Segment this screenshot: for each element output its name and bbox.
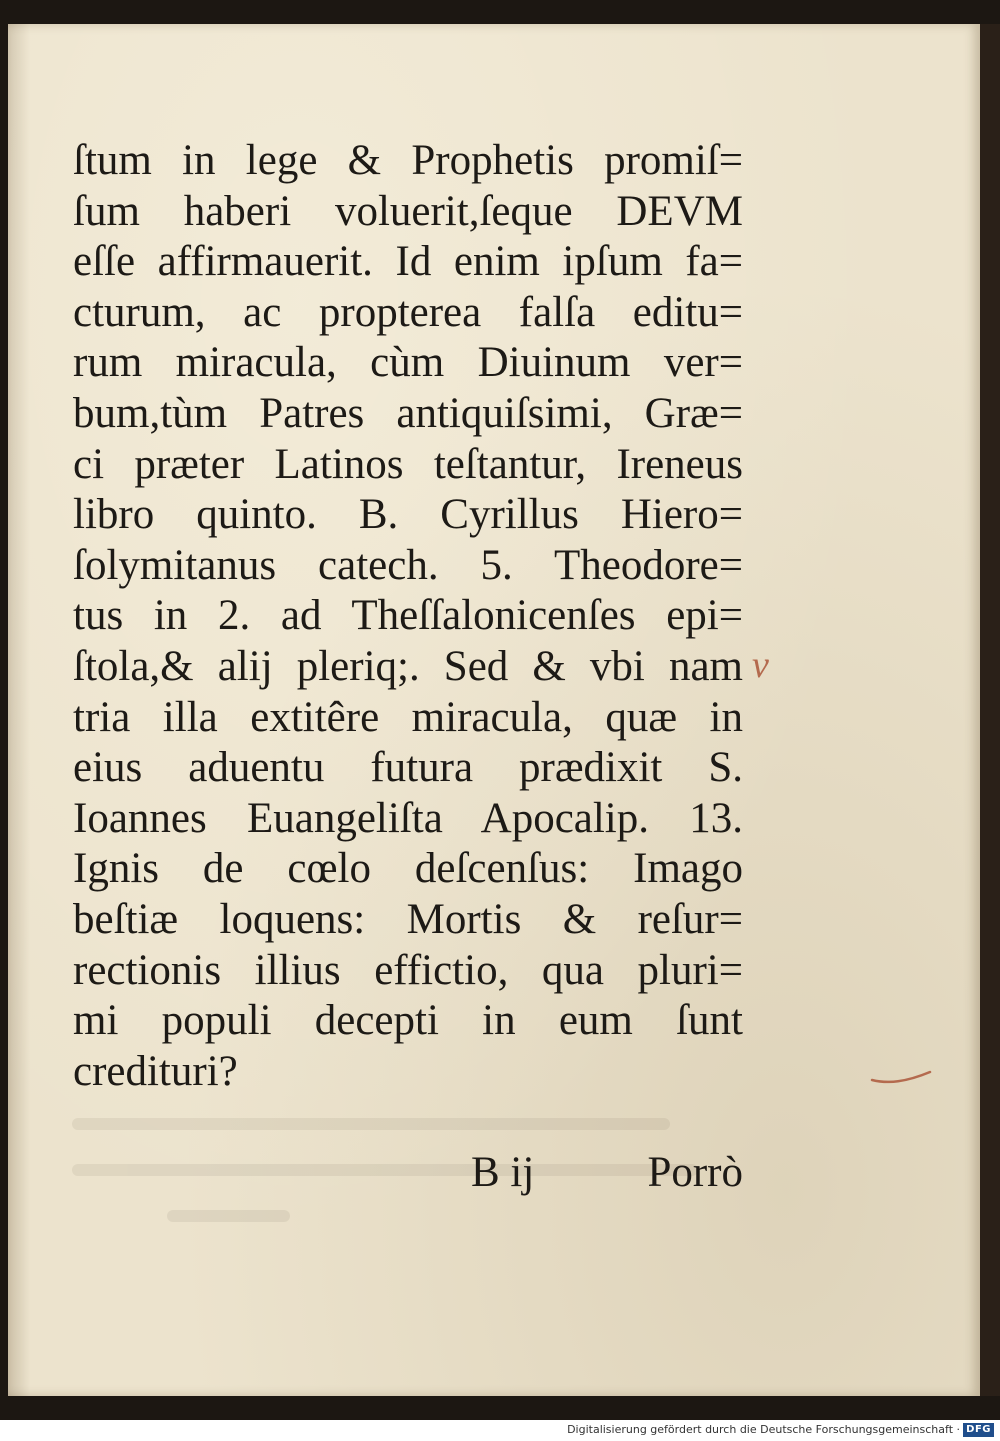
text-line: cturum, ac propterea falſa editu=: [73, 288, 743, 336]
digitization-footer: [0, 1420, 1000, 1441]
text-line: ſolymitanus catech. 5. Theodore=: [73, 541, 743, 589]
text-line: ci præter Latinos teſtantur, Ireneus: [73, 440, 743, 488]
text-line: libro quinto. B. Cyrillus Hiero=: [73, 491, 743, 539]
page-edge-shadow: [980, 24, 1000, 1396]
text-line: rectionis illius effictio, qua pluri=: [73, 946, 743, 994]
page-body-text: [73, 136, 743, 1097]
text-line: ſtum in lege & Prophetis promiſ=: [73, 137, 743, 184]
text-line: crediturі?: [73, 1047, 238, 1095]
text-line: ſtola,& aliј pleriq;. Sed & vbi nam: [73, 642, 743, 690]
text-line: tus in 2. ad Theſſalonicenſes epi=: [73, 592, 743, 640]
pencil-stroke-mark: [870, 1068, 932, 1088]
text-line: mi populi decepti in eum ſunt: [73, 997, 743, 1045]
margin-annotation: v: [752, 644, 769, 686]
catchword: Porrò: [647, 1149, 743, 1196]
funding-credit: Digitalisierung gefördert durch die Deutsche Forschungsgemeinschaft ·: [567, 1423, 960, 1436]
page-footer-line: [73, 1146, 743, 1200]
text-line: bum,tùm Patres antiquiſsimi, Græ=: [73, 389, 743, 437]
text-line: rum miracula, cùm Diuinum ver=: [73, 339, 743, 387]
signature-mark: B ij: [471, 1149, 535, 1196]
text-line: beſtiæ loquens: Mortis & reſur=: [73, 895, 743, 943]
text-line: ſum haberi voluerit,ſeque DEVM: [73, 187, 743, 235]
text-line: tria illa extitêre miracula, quæ in: [73, 693, 743, 741]
text-line: eſſe affirmauerit. Id enim ipſum fa=: [73, 238, 743, 286]
text-line: Ioannes Euangeliſta Apocalip. 13.: [73, 794, 743, 842]
text-line: Ignis de cœlo deſcenſus: Imago: [73, 845, 743, 893]
dfg-logo: DFG: [963, 1423, 994, 1437]
text-line: eius aduentu futura prædixit S.: [73, 744, 743, 792]
